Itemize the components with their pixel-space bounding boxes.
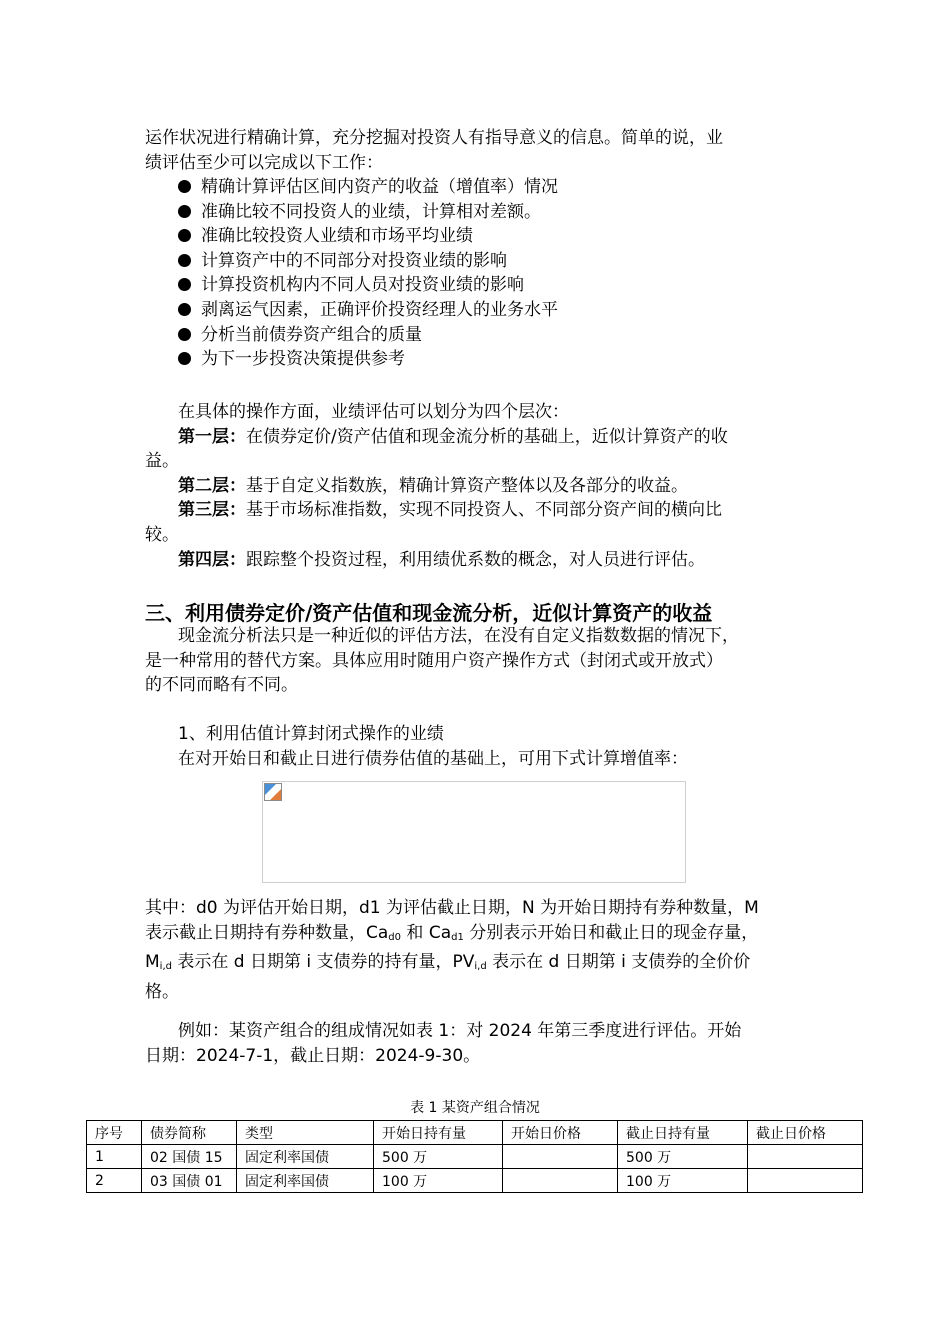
header-cell: 开始日价格 (503, 1121, 618, 1145)
list-item-text: 精确计算评估区间内资产的收益（增值率）情况 (201, 177, 558, 197)
layer-4 (145, 548, 728, 573)
table-cell (748, 1145, 863, 1169)
list-item-text: 准确比较投资人业绩和市场平均业绩 (201, 226, 473, 247)
paragraph-line: 格。 (145, 981, 179, 1002)
subscript: i,d (159, 961, 172, 973)
table-cell: 固定利率国债 (237, 1145, 374, 1169)
layer-text: 在债券定价/资产估值和现金流分析的基础上，近似计算资产的收 (246, 426, 728, 447)
text-run: 和 Ca (401, 922, 452, 943)
list-item-text: 为下一步投资决策提供参考 (201, 349, 405, 370)
broken-image-icon (264, 783, 282, 801)
table-cell: 500 万 (618, 1145, 748, 1169)
layer-label: 第二层： (178, 475, 246, 496)
bullet-icon (178, 229, 191, 242)
layer-text: 基于自定义指数族，精确计算资产整体以及各部分的收益。 (246, 475, 688, 496)
table-cell: 03 国债 01 (142, 1169, 237, 1193)
bullet-list (178, 175, 558, 372)
where-paragraph (145, 896, 759, 1004)
text-run: 分别表示开始日和截止日的现金存量， (463, 922, 759, 943)
paragraph-line: 其中：d0 为评估开始日期，d1 为评估截止日期，N 为开始日期持有券种数量，M (145, 898, 759, 918)
table-row (87, 1169, 863, 1193)
bullet-icon (178, 352, 191, 365)
list-item (178, 200, 558, 225)
layer-label: 第一层： (178, 426, 246, 447)
table-cell (503, 1169, 618, 1193)
formula-image-placeholder (262, 781, 686, 883)
table-header-row (87, 1121, 863, 1145)
text-run: 表示在 d 日期第 i 支债券的持有量，PV (171, 952, 475, 973)
header-cell: 债券简称 (142, 1121, 237, 1145)
list-item (178, 298, 558, 323)
table-cell (503, 1145, 618, 1169)
paragraph-line: 的不同而略有不同。 (145, 675, 298, 696)
bullet-icon (178, 303, 191, 316)
table-row (87, 1145, 863, 1169)
layer-3-cont: 较。 (145, 524, 179, 545)
bullet-icon (178, 254, 191, 267)
paragraph-line: 例如：某资产组合的组成情况如表 1：对 2024 年第三季度进行评估。开始 (178, 1021, 742, 1041)
layers-section (145, 400, 728, 572)
table-cell: 02 国债 15 (142, 1145, 237, 1169)
subscript: d0 (388, 931, 402, 943)
list-item-text: 计算资产中的不同部分对投资业绩的影响 (201, 250, 507, 271)
text-run: 表示在 d 日期第 i 支债券的全价价 (486, 952, 751, 973)
subscript: d1 (451, 931, 464, 943)
header-cell: 开始日持有量 (374, 1121, 503, 1145)
table-cell: 500 万 (374, 1145, 503, 1169)
list-item-text: 分析当前债券资产组合的质量 (201, 324, 422, 345)
list-item-text: 计算投资机构内不同人员对投资业绩的影响 (201, 275, 524, 296)
intro-line: 绩评估至少可以完成以下工作： (145, 152, 383, 173)
subscript: i,d (474, 961, 487, 973)
table-cell (748, 1169, 863, 1193)
layer-1-cont: 益。 (145, 451, 179, 472)
cashflow-paragraph (145, 624, 739, 698)
subsection (145, 722, 688, 771)
text-run: 表示截止日期持有券种数量，Ca (145, 922, 389, 943)
paragraph-line (145, 950, 759, 980)
table-cell: 固定利率国债 (237, 1169, 374, 1193)
table-cell: 100 万 (618, 1169, 748, 1193)
example-paragraph (145, 1019, 741, 1068)
bullet-icon (178, 328, 191, 341)
paragraph-line: 现金流分析法只是一种近似的评估方法，在没有自定义指数数据的情况下， (178, 626, 739, 646)
header-cell: 截止日价格 (748, 1121, 863, 1145)
paragraph-line: 是一种常用的替代方案。具体应用时随用户资产操作方式（封闭式或开放式） (145, 650, 723, 671)
list-item-text: 剥离运气因素，正确评价投资经理人的业务水平 (201, 299, 558, 320)
text-run: M (145, 952, 160, 973)
layer-1 (145, 425, 728, 450)
layer-3 (145, 498, 728, 523)
list-item (178, 323, 558, 348)
layer-text: 跟踪整个投资过程，利用绩优系数的概念，对人员进行评估。 (246, 549, 705, 570)
paragraph-line (145, 921, 759, 951)
list-item (178, 175, 558, 200)
subsection-text: 在对开始日和截止日进行债券估值的基础上，可用下式计算增值率： (178, 748, 688, 769)
bullet-icon (178, 180, 191, 193)
list-item (178, 273, 558, 298)
header-cell: 序号 (87, 1121, 142, 1145)
layer-label: 第三层： (178, 500, 246, 521)
list-item-text: 准确比较不同投资人的业绩，计算相对差额。 (201, 201, 541, 222)
layer-text: 基于市场标准指数，实现不同投资人、不同部分资产间的横向比 (246, 500, 722, 521)
table-cell: 1 (87, 1145, 142, 1169)
list-item (178, 347, 558, 372)
table-cell: 100 万 (374, 1169, 503, 1193)
table-caption: 表 1 某资产组合情况 (410, 1100, 540, 1116)
subsection-title: 1、利用估值计算封闭式操作的业绩 (178, 724, 444, 744)
list-item (178, 249, 558, 274)
paragraph-line: 日期：2024-7-1，截止日期：2024-9-30。 (145, 1045, 481, 1066)
layer-label: 第四层： (178, 549, 246, 570)
bullet-icon (178, 278, 191, 291)
section-heading: 三、利用债券定价/资产估值和现金流分析，近似计算资产的收益 (145, 601, 713, 625)
header-cell: 类型 (237, 1121, 374, 1145)
intro-paragraph (145, 126, 723, 175)
layer-2 (145, 474, 728, 499)
list-item (178, 224, 558, 249)
header-cell: 截止日持有量 (618, 1121, 748, 1145)
table-cell: 2 (87, 1169, 142, 1193)
intro-line: 运作状况进行精确计算，充分挖掘对投资人有指导意义的信息。简单的说，业 (145, 128, 723, 148)
layers-intro: 在具体的操作方面，业绩评估可以划分为四个层次： (178, 402, 569, 422)
portfolio-table (86, 1120, 863, 1193)
bullet-icon (178, 205, 191, 218)
